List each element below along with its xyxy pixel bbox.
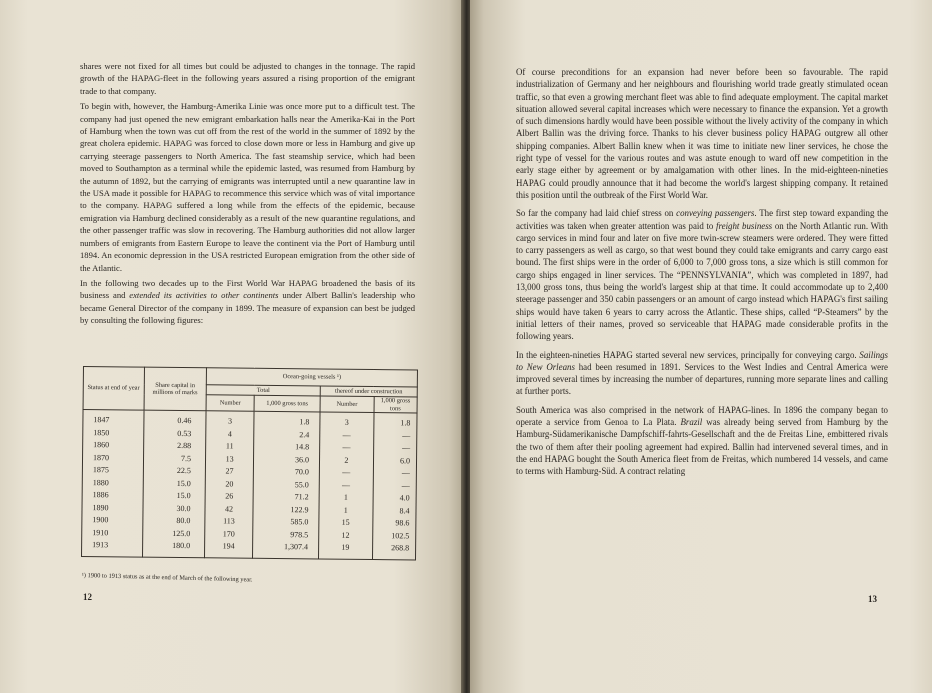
table-cell: 2.4 (299, 429, 310, 440)
table-cell: 1890 (92, 502, 109, 512)
table-cell: 42 (225, 504, 234, 514)
table-cell: 1 (343, 492, 348, 502)
right-paragraph-3 (516, 349, 888, 398)
table-cell: 1875 (92, 465, 109, 475)
column-under-gross (372, 413, 417, 560)
right-paragraph-2-em-2: freight business (716, 220, 773, 231)
table-cell: 12 (341, 530, 350, 540)
right-paragraph-4-em: Brazil (680, 417, 703, 428)
table-cell: 4 (227, 429, 232, 439)
table-cell: — (402, 443, 411, 453)
table-cell: 1886 (92, 490, 109, 500)
table-cell: 1880 (92, 477, 109, 487)
right-paragraph-4-a: South America was also comprised in the network of HAPAG-lines. In 1896 the company began to operate a service from Genoa to La Plata. (516, 404, 888, 428)
left-paragraph-3-emphasis: extended its activities to other continents (129, 290, 279, 301)
left-paragraph-3 (80, 277, 415, 327)
table-cell: 2.88 (177, 441, 192, 451)
right-body-text (516, 66, 888, 484)
table-cell: — (401, 481, 410, 491)
header-under-gross-tons: 1,000 gross tons (374, 397, 417, 414)
right-paragraph-2 (516, 207, 888, 342)
table-cell: 0.46 (177, 416, 192, 426)
fleet-table-wrapper (81, 366, 418, 589)
right-paragraph-4 (516, 404, 888, 478)
table-cell: 26 (225, 491, 234, 501)
table-footnote: ¹) 1900 to 1913 status as at the end of March of the following year. (81, 572, 253, 584)
table-cell: 30.0 (176, 503, 191, 513)
left-paragraph-2: To begin with, however, the Hamburg-Amerika Linie was once more put to a difficult test. The company had just opened the new emigrant embarkation halls near the Amerika-Kai in the Port of Hamburg when the town was cut off from the rest of the world in the summer of 1892 by the great cholera epidemic. HAPAG was forced to close down more or less in Hamburg and give up carrying steerage passengers to North America. The fast steamship service, which had been moved to Southampton as a terminal while the epidemic lasted, was resumed from Hamburg by the autumn of 1892, but the carrying of emigrants was interrupted until a new quarantine law in the USA made it possible for HAPAG to recommence this service which was of vital importance to the company. HAPAG suffered a long while from the effects of the epidemic, because emigration via Hamburg declined considerably as a result of the new quarantine regulations, and the other passenger traffic was slow in recovering. The Hamburg authorities did not allow larger numbers of emigrants from Eastern Europe to leave the continent via the Port of Hamburg until 1894. An economic depression in the USA restricted European emigration from the other side of the Atlantic. (80, 101, 415, 273)
table-cell: 1,307.4 (284, 542, 309, 552)
table-cell: 978.5 (290, 529, 309, 540)
table-cell: 585.0 (290, 517, 309, 527)
table-cell: 170 (222, 529, 235, 539)
table-cell: 180.0 (172, 541, 191, 551)
table-cell: 22.5 (176, 466, 191, 476)
table-cell: 1870 (92, 452, 110, 462)
right-paragraph-2-c: on the North Atlantic run. With cargo services in mind four and later on five more twin-screw steamers were ordered. They were fitted to carry passengers as well as cargo, so that west bound they could take emigrants and carry cargo east bound. The first ships were in the order of 6,000 to 7,000 gross tons, a size which is still common for cargo ships engaged in liner services. The “PENNSYLVANIA”, which was completed in 1897, had 13,000 gross tons, thus being the world's largest ship at that time. It could accommodate up to 2,400 steerage passenger and 350 cabin passengers or an amount of cargo instead which HAPAG's first sailing ships would have taken 6 years to carry across the Atlantic. These ships, called “P-Steamers” by the initial letters of their names, proved so serviceable that HAPAG made considerable profits in the following years. (516, 220, 888, 342)
table-cell: 102.5 (391, 530, 410, 541)
table-cell: 4.0 (399, 493, 410, 503)
right-paragraph-3-em: Sailings to New Orleans (516, 349, 888, 372)
column-gross (253, 411, 320, 559)
table-cell: 268.8 (391, 543, 410, 553)
table-cell: 19 (341, 542, 350, 552)
left-paragraph-3-start: In the following two decades up to the First World War HAPAG broadened the basis of its business and (80, 277, 415, 301)
table-cell: 113 (223, 516, 235, 526)
table-cell: — (401, 468, 410, 478)
header-under-number: Number (320, 396, 374, 413)
table-cell: 1913 (92, 540, 109, 550)
header-gross-tons: 1,000 gross tons (254, 395, 320, 412)
right-paragraph-3-b: had been resumed in 1891. Services to the West Indies and Central America were improved several times by increasing the number of departures, running more separate lines and calling at further ports. (516, 361, 889, 397)
header-capital: Share capital in millions of marks (144, 367, 207, 411)
right-paragraph-3-a: In the eighteen-nineties HAPAG started several new services, principally for conveying cargo. (516, 349, 860, 360)
table-cell: 1900 (92, 515, 109, 525)
header-total: Total (206, 385, 320, 396)
column-years (82, 410, 144, 558)
table-cell: 7.5 (181, 453, 192, 463)
table-cell: 1.8 (400, 418, 411, 428)
table-cell: 80.0 (176, 516, 191, 526)
header-under-construction: thereof under construction (320, 386, 417, 397)
fleet-statistics-table (81, 366, 418, 561)
right-page (470, 0, 932, 693)
page-number-right: 13 (868, 594, 877, 604)
table-cell: 11 (225, 441, 234, 451)
table-cell: — (342, 467, 351, 477)
column-under-number (318, 412, 373, 560)
left-paragraph-1: shares were not fixed for all times but could be adjusted to changes in the tonnage. The rapid growth of the HAPAG-fleet in the following years assured a rising proportion of the emigrant trade to that company. (80, 61, 415, 96)
table-cell: 2 (344, 455, 349, 465)
table-cell: 1910 (92, 527, 109, 537)
table-cell: 1847 (93, 415, 110, 425)
table-cell: 15.0 (176, 491, 191, 501)
table-cell: 1850 (93, 427, 110, 437)
right-paragraph-2-em-1: conveying passengers (676, 208, 755, 219)
left-body-text (80, 60, 415, 330)
table-cell: 70.0 (294, 467, 309, 477)
table-cell: — (342, 430, 351, 440)
table-cell: 71.2 (294, 492, 309, 502)
table-cell: — (342, 442, 351, 452)
right-paragraph-4-b: was already being served from Hamburg by the Hamburg-Südamerikanische Dampfschiff-fahrts-Gesellschaft and the de Freitas Line, embittered rivals the two of them after their pooling agreement had expired. Ballin had intervened several times, and in the end HAPAG bought the South America fleet from de Freitas, which numbered 14 vessels, and came to terms with Hamburg-Süd. A contract relating (516, 417, 888, 477)
header-ocean-vessels: Ocean-going vessels ¹) (206, 368, 417, 387)
table-cell: 6.0 (399, 456, 411, 466)
table-cell: 1.8 (299, 417, 310, 427)
table-cell: 13 (225, 454, 234, 464)
page-number-left: 12 (83, 592, 92, 602)
table-cell: 1860 (93, 440, 110, 450)
right-paragraph-2-a: So far the company had laid chief stress on (516, 208, 677, 219)
header-number: Number (206, 395, 254, 412)
table-cell: 194 (222, 541, 235, 551)
table-cell: 20 (225, 479, 234, 489)
table-cell: 8.4 (399, 506, 410, 516)
table-cell: 55.0 (294, 479, 309, 490)
left-paragraph-3-end: under Albert Ballin's leadership who became General Director of the company in 1899. The measure of expansion can best be judged by consulting the following figures: (80, 290, 415, 326)
table-cell: 3 (227, 416, 233, 426)
table-cell: — (342, 480, 351, 490)
column-number (205, 411, 255, 558)
right-paragraph-2-b: . The first step toward expanding the activities was taken when greater attention was paid to (516, 208, 889, 231)
table-cell: 1 (343, 505, 348, 515)
table-cell: 36.0 (294, 454, 310, 465)
right-paragraph-1: Of course preconditions for an expansion had never before been so favourable. The rapid industrialization of Germany and her neighbours and flourishing world trade greatly stimulated ocean traffic, so that even a growing merchant fleet was able to find adequate employment. The capital market situation allowed several capital increases which were necessary to finance the expansion. Yet a growth of such dimensions hardly would have been possible without the lively activity of the company in which Albert Ballin was the driving force. Thanks to his clever business policy HAPAG outgrew all other shipping companies. Albert Ballin knew when it was time to initiate new liner services, he chose the right type of vessel for the various routes and was astute enough to ward off new competition in the early stage either by agreement or by amalgamation with other lines. In the mid-eighteen-nineties HAPAG could proudly announce that it had become the world's largest shipping company. It retained this position until the outbreak of the First World War. (516, 67, 888, 200)
table-cell: 122.9 (290, 504, 309, 515)
table-cell: 125.0 (172, 528, 191, 538)
table-cell: 15 (341, 517, 350, 527)
table-cell: 27 (225, 466, 234, 476)
table-body-row (82, 410, 418, 560)
table-cell: 15.0 (176, 478, 191, 488)
table-cell: 0.53 (177, 428, 192, 438)
table-cell: 98.6 (395, 518, 410, 528)
table-cell: 14.8 (295, 442, 310, 452)
header-status: Status at end of year (83, 367, 144, 411)
column-capital (142, 410, 206, 558)
table-cell: 3 (344, 417, 349, 427)
left-page (0, 0, 463, 693)
table-cell: — (402, 431, 411, 441)
